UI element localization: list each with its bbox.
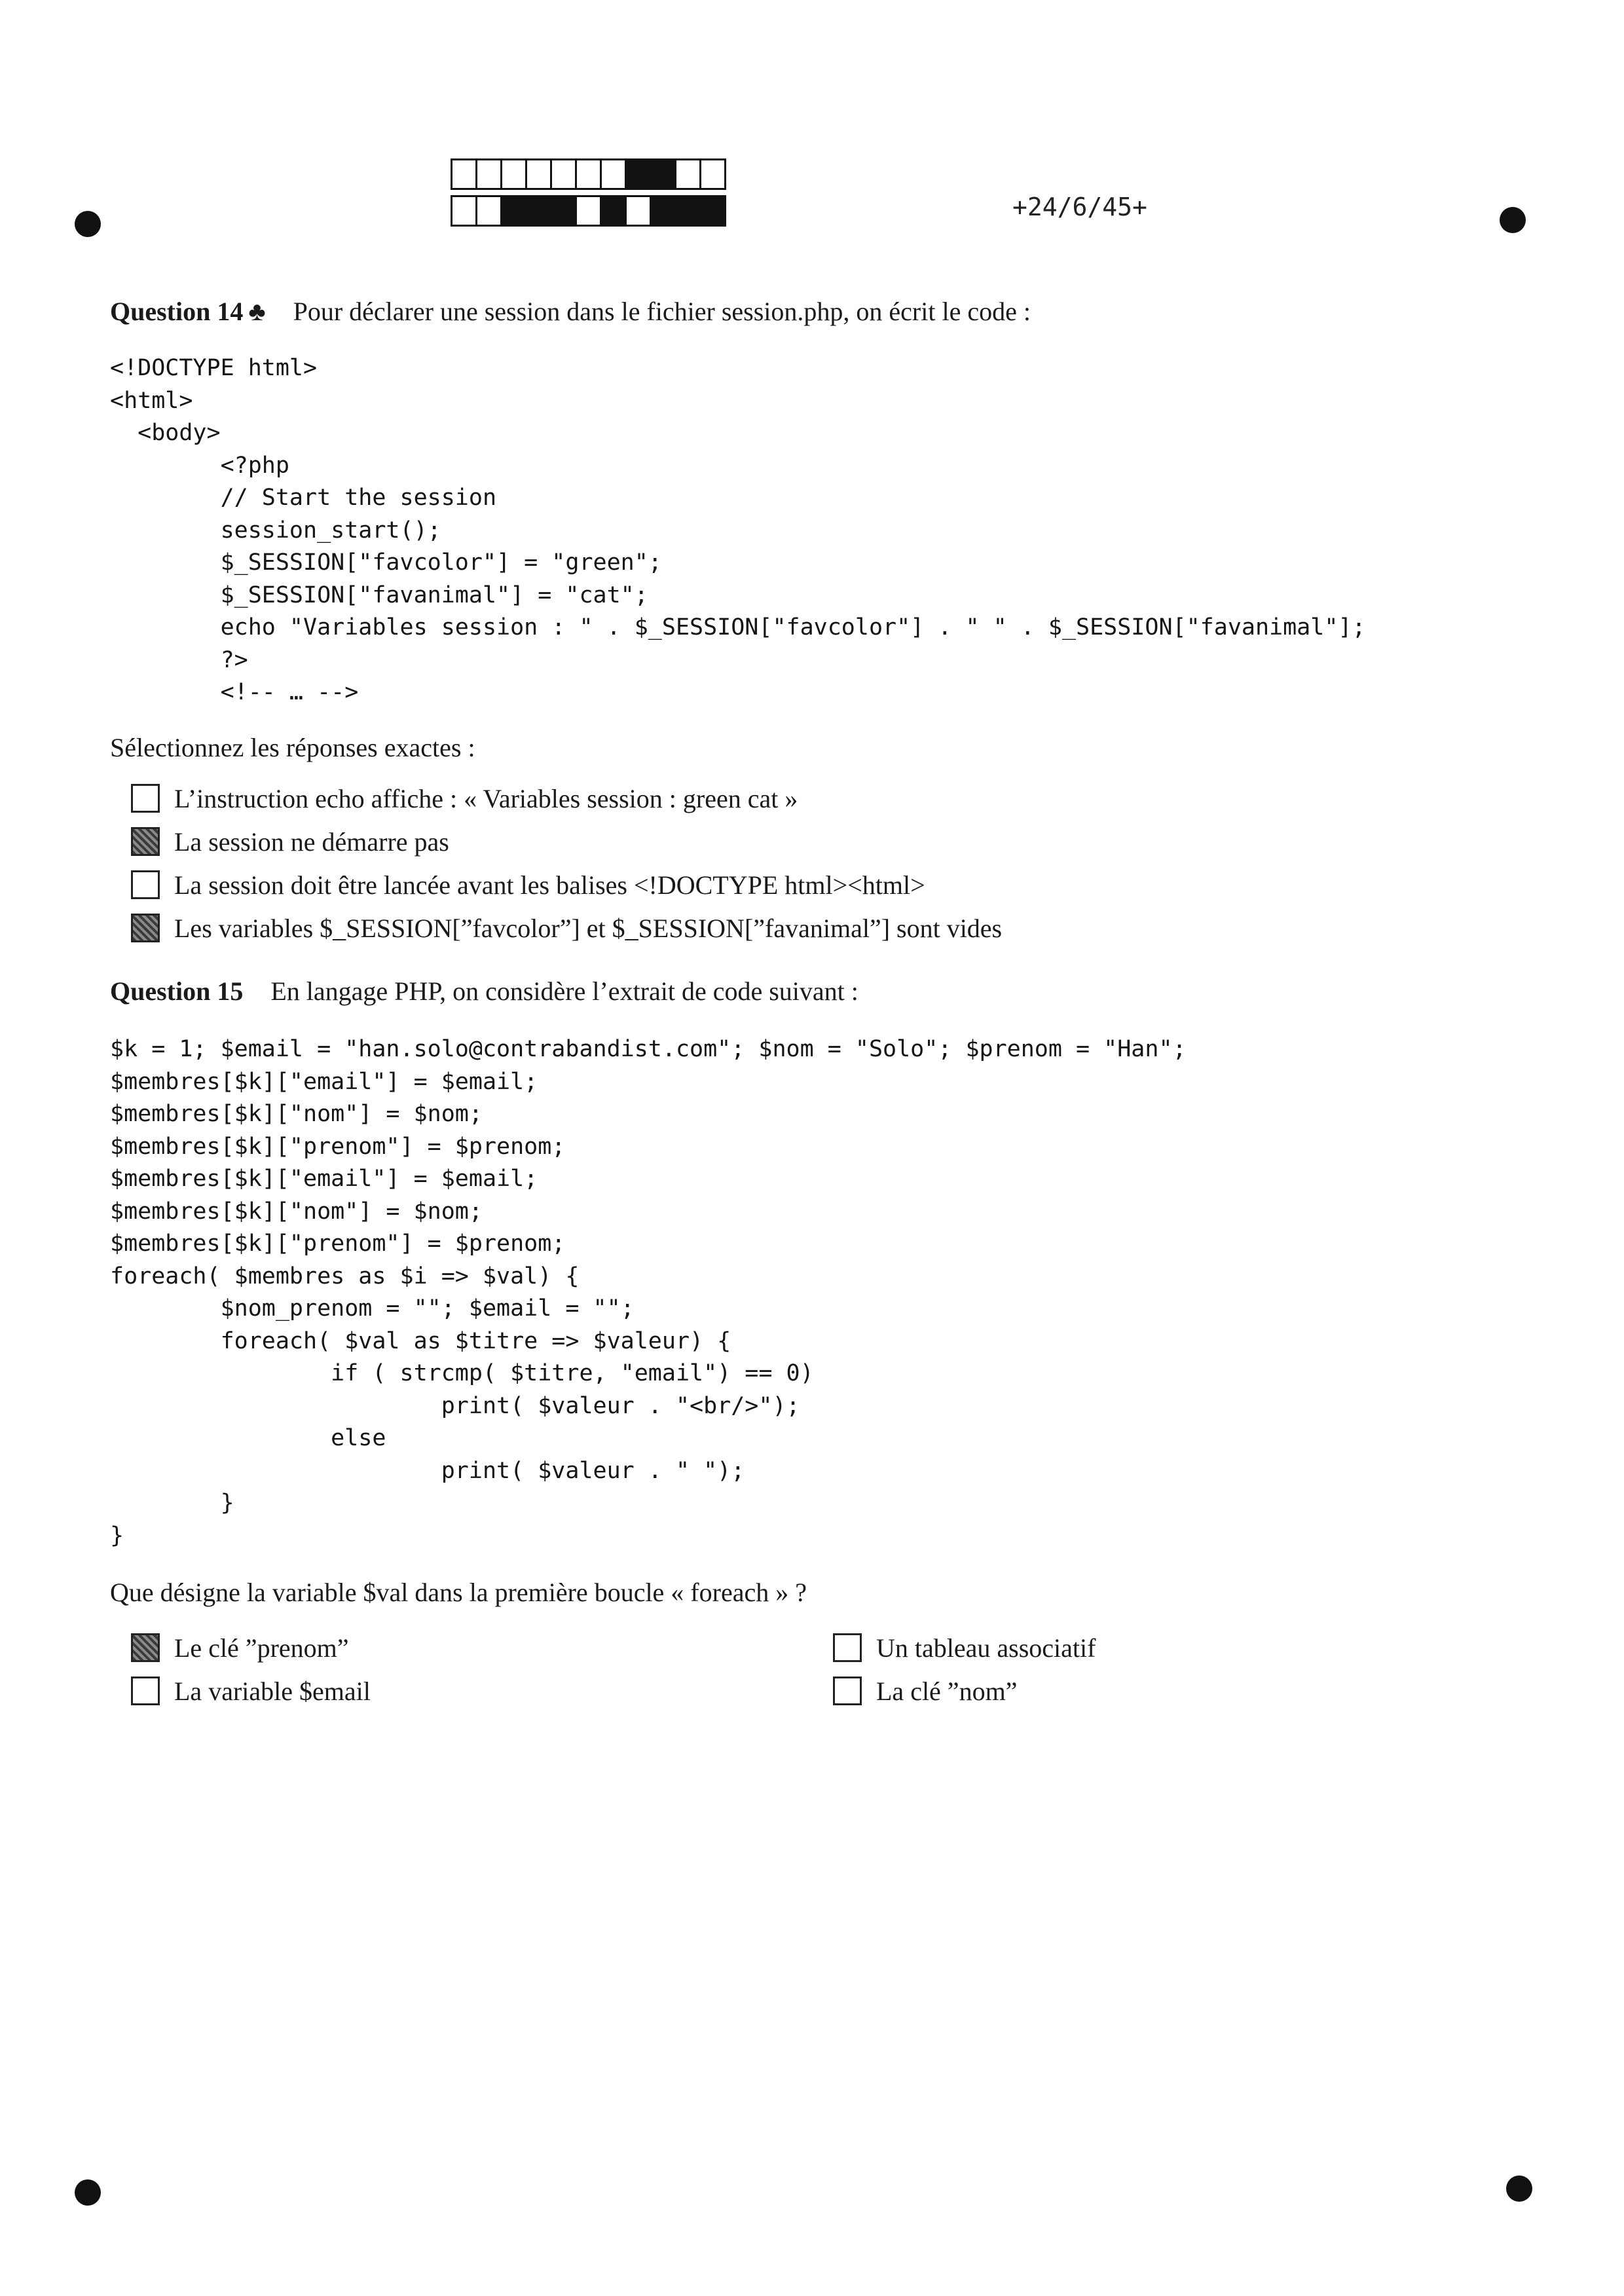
- answer-label: Le clé ”prenom”: [174, 1633, 349, 1663]
- barcode-cell: [627, 160, 652, 188]
- question-15-label: Question 15: [110, 976, 244, 1006]
- barcode-cell: [652, 197, 676, 225]
- checkbox[interactable]: [131, 1633, 160, 1662]
- barcode-cell: [602, 197, 627, 225]
- barcode-cell: [552, 197, 577, 225]
- answer-option[interactable]: [131, 863, 1002, 906]
- question-14-label: Question 14 ♣: [110, 297, 266, 326]
- checkbox[interactable]: [131, 827, 160, 856]
- answer-option[interactable]: [833, 1676, 1200, 1705]
- answer-label: Les variables $_SESSION[”favcolor”] et $_SESSION[”favanimal”] sont vides: [174, 913, 1003, 943]
- question-14-answers: [131, 777, 1002, 950]
- checkbox[interactable]: [131, 1676, 160, 1705]
- answer-option[interactable]: [131, 777, 1002, 820]
- barcode-cell: [502, 197, 527, 225]
- barcode-cell: [452, 160, 477, 188]
- question-15-heading: [110, 976, 858, 1007]
- barcode-cell: [552, 160, 577, 188]
- answer-option[interactable]: [131, 1676, 833, 1705]
- barcode-cell: [477, 160, 502, 188]
- question-14-prompt: Sélectionnez les réponses exactes :: [110, 733, 475, 762]
- barcode-cell: [676, 160, 701, 188]
- answer-label: Un tableau associatif: [876, 1633, 1096, 1663]
- checkbox[interactable]: [833, 1633, 862, 1662]
- answer-option[interactable]: [131, 906, 1002, 950]
- question-14-text: Pour déclarer une session dans le fichier session.php, on écrit le code :: [293, 297, 1031, 326]
- barcode-cell: [602, 160, 627, 188]
- barcode-cell: [701, 197, 726, 225]
- barcode-cell: [527, 197, 552, 225]
- question-14-code: <!DOCTYPE html> <html> <body> <?php // Start the session session_start(); $_SESSION["favcolor"] = "green"; $_SESSION["favanimal"] = "cat"; echo "Variables session : " . $_SESSION["favcolor"] . " " . $_SESSION["favanimal"]; ?> <!-- … -->: [110, 355, 1366, 705]
- checkbox[interactable]: [131, 870, 160, 899]
- barcode-cell: [577, 160, 602, 188]
- question-15-code: $k = 1; $email = "han.solo@contrabandist.com"; $nom = "Solo"; $prenom = "Han"; $membres[$k]["email"] = $email; $membres[$k]["nom"] = $nom; $membres[$k]["prenom"] = $prenom; $membres[$k]["email"] = $email; $membres[$k]["nom"] = $nom; $membres[$k]["prenom"] = $prenom; foreach( $membres as $i => $val) { $nom_prenom = ""; $email = ""; foreach( $val as $titre => $valeur) { if ( strcmp( $titre, "email") == 0) print( $valeur . "<br/>"); else print( $valeur . " "); } }: [110, 1036, 1187, 1549]
- answer-option[interactable]: [131, 820, 1002, 863]
- barcode-cell: [652, 160, 676, 188]
- answer-label: La session doit être lancée avant les balises <!DOCTYPE html><html>: [174, 870, 925, 900]
- registration-mark-bottom-right: [1506, 2176, 1532, 2202]
- registration-mark-bottom-left: [75, 2179, 101, 2206]
- page-id: +24/6/45+: [1012, 193, 1147, 221]
- club-icon: ♣: [248, 297, 266, 326]
- barcode-cell: [676, 197, 701, 225]
- barcode-cell: [627, 197, 652, 225]
- answer-label: La variable $email: [174, 1676, 371, 1706]
- barcode-cell: [701, 160, 726, 188]
- answer-label: La session ne démarre pas: [174, 826, 449, 857]
- answer-label: L’instruction echo affiche : « Variables session : green cat »: [174, 783, 798, 813]
- checkbox[interactable]: [131, 784, 160, 813]
- barcode-cell: [527, 160, 552, 188]
- page-barcode: [451, 158, 726, 232]
- answer-option[interactable]: [131, 1633, 833, 1662]
- barcode-cell: [577, 197, 602, 225]
- checkbox[interactable]: [833, 1676, 862, 1705]
- question-15-prompt: Que désigne la variable $val dans la première boucle « foreach » ?: [110, 1578, 807, 1607]
- answer-label: La clé ”nom”: [876, 1676, 1018, 1706]
- barcode-row-1: [451, 158, 726, 190]
- checkbox[interactable]: [131, 914, 160, 942]
- registration-mark-top-left: [75, 211, 101, 237]
- barcode-row-2: [451, 195, 726, 227]
- question-15-text: En langage PHP, on considère l’extrait de code suivant :: [270, 976, 858, 1006]
- barcode-cell: [502, 160, 527, 188]
- registration-mark-top-right: [1500, 207, 1526, 233]
- answer-option[interactable]: [833, 1633, 1200, 1662]
- question-15-answers: [131, 1633, 1200, 1705]
- barcode-cell: [477, 197, 502, 225]
- barcode-cell: [452, 197, 477, 225]
- question-14-heading: [110, 296, 1031, 327]
